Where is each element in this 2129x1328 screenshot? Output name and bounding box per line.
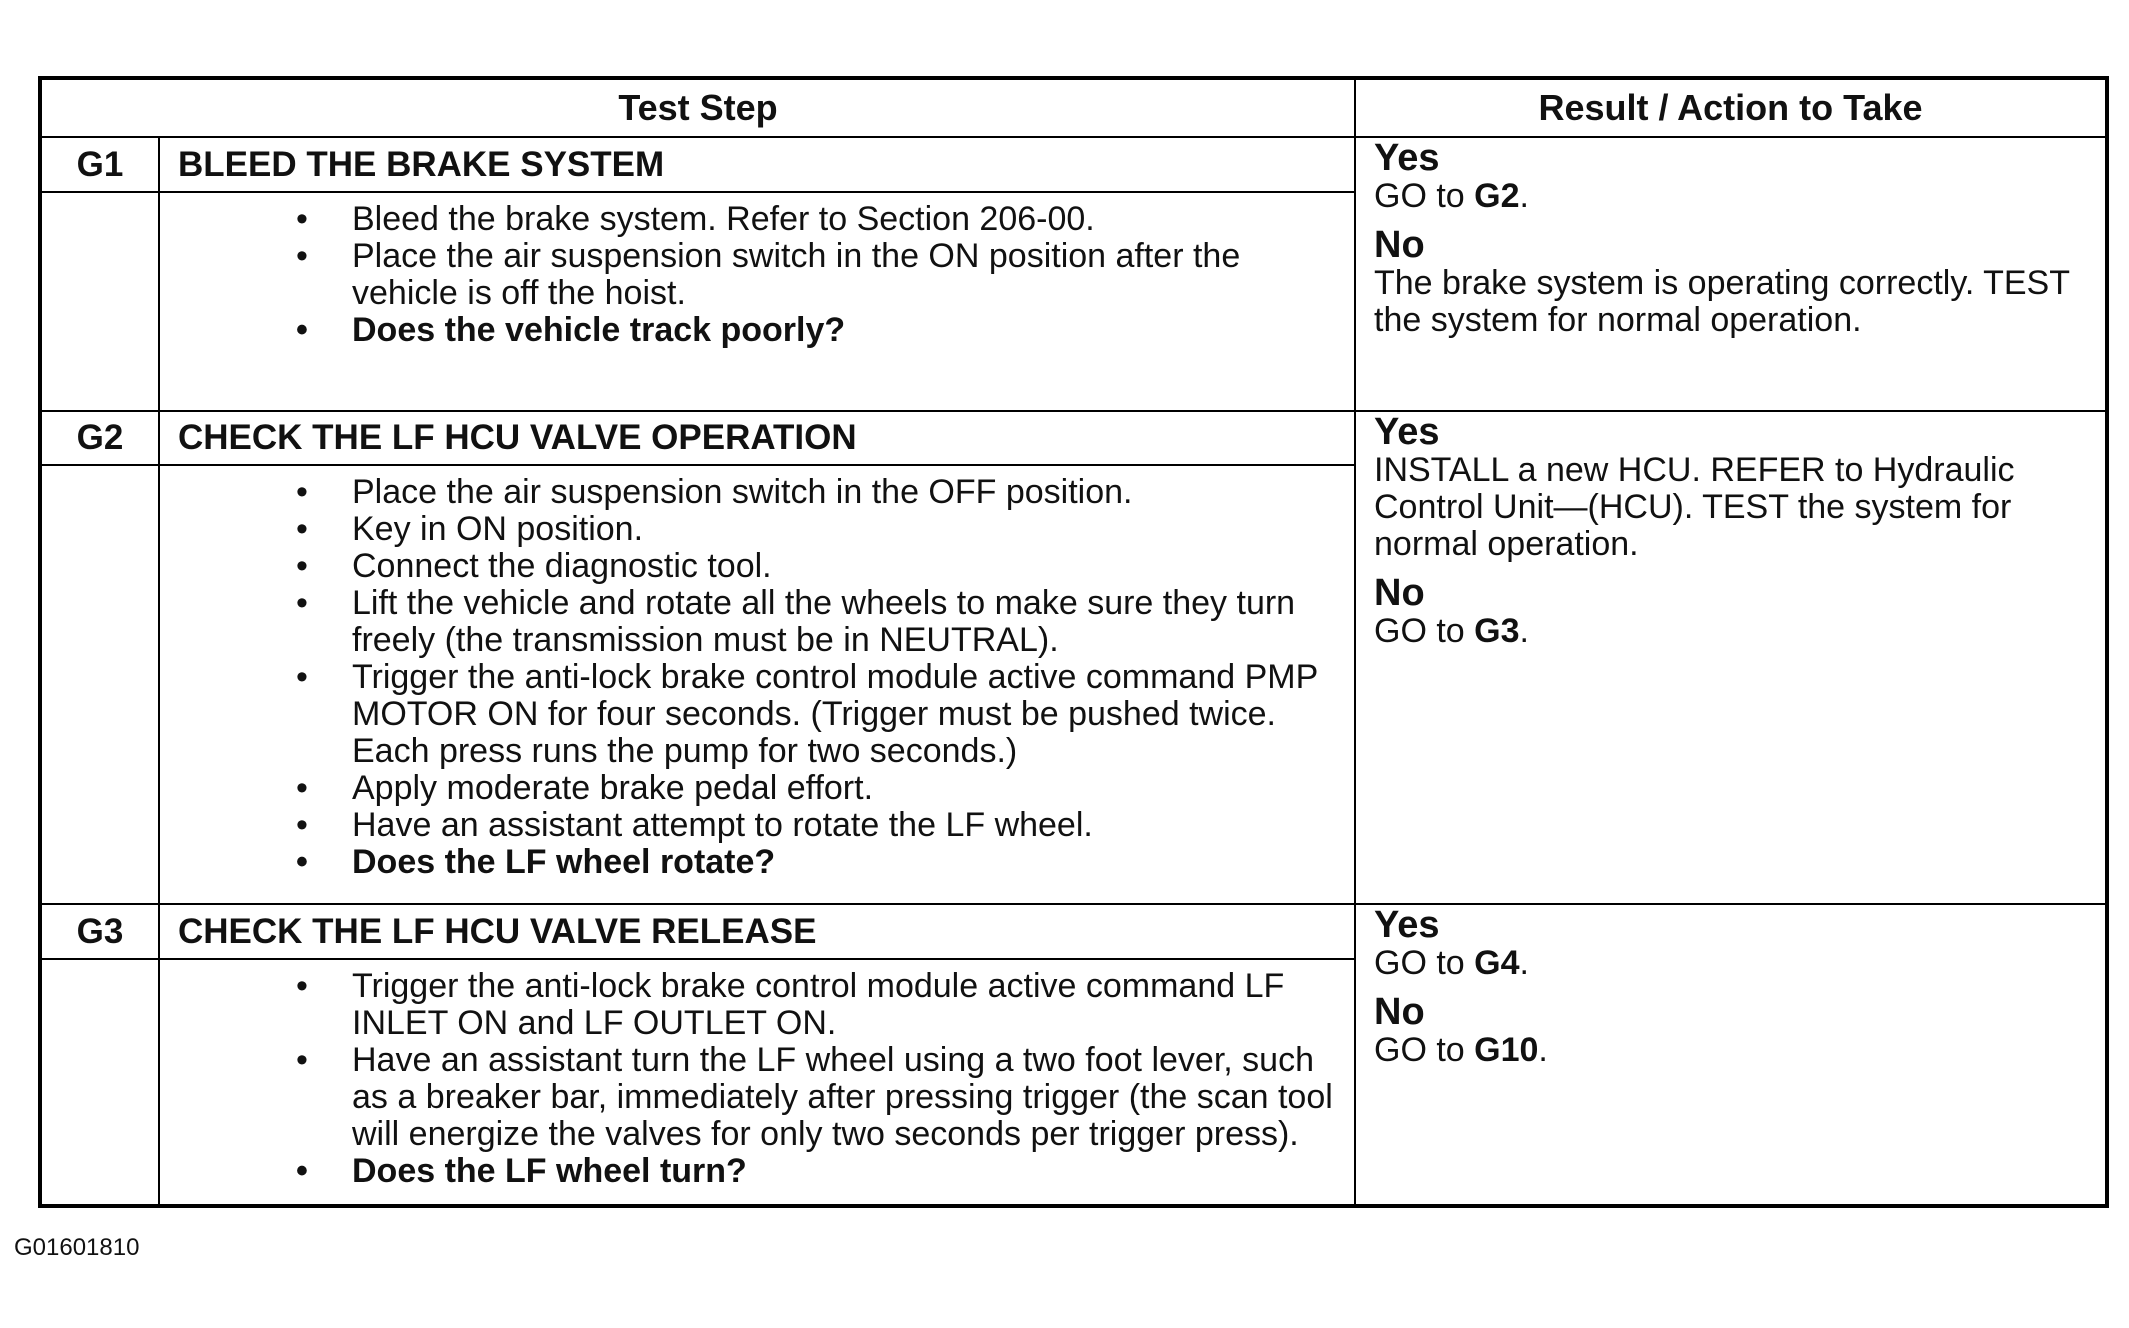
result-no [1374, 225, 2105, 339]
step-item: • Have an assistant turn the LF wheel using a two foot lever, such as a breaker bar, immediately after pressing trigger (the scan tool will energize the valves for only two seconds per trigger press). [352, 1042, 1340, 1153]
step-title: BLEED THE BRAKE SYSTEM [159, 137, 1355, 191]
result-yes-action: INSTALL a new HCU. REFER to Hydraulic Control Unit—(HCU). TEST the system for normal operation. [1374, 450, 2015, 563]
result-no [1374, 573, 2105, 650]
result-no-text [1374, 265, 2105, 339]
step-title-row-g3 [40, 904, 2107, 958]
step-instructions [159, 959, 1355, 1206]
result-yes-label: Yes [1374, 904, 1440, 947]
step-title-row-g1 [40, 137, 2107, 191]
result-no-action: GO to [1374, 611, 1475, 650]
step-id-spacer [40, 192, 159, 411]
steps-body [40, 137, 2107, 1206]
step-id-spacer [40, 959, 159, 1206]
result-no-action: The brake system is operating correctly. TEST the system for normal operation. [1374, 264, 2070, 340]
result-no-punct: . [1519, 611, 1529, 650]
result-yes-label: Yes [1374, 410, 1440, 453]
result-no-step-ref: G3 [1474, 611, 1520, 650]
step-result [1355, 137, 2107, 410]
result-no-action: GO to [1374, 1031, 1475, 1070]
step-item: • Have an assistant attempt to rotate the LF wheel. [352, 807, 1340, 844]
result-yes-action: GO to [1374, 944, 1475, 983]
result-yes-step-ref: G4 [1474, 944, 1520, 983]
header-result-action: Result / Action to Take [1355, 78, 2107, 137]
step-title-row-g2 [40, 411, 2107, 465]
result-yes-label: Yes [1374, 137, 1440, 180]
result-no-label: No [1374, 224, 1425, 267]
step-item: • Trigger the anti-lock brake control module active command LF INLET ON and LF OUTLET ON. [352, 968, 1340, 1042]
result-yes-step-ref: G2 [1474, 177, 1520, 216]
step-instructions [159, 465, 1355, 904]
result-yes [1374, 138, 2105, 215]
result-no-text [1374, 613, 2105, 650]
step-title: CHECK THE LF HCU VALVE OPERATION [159, 411, 1355, 465]
result-yes-text [1374, 452, 2105, 563]
step-id: G2 [40, 411, 159, 465]
step-id: G1 [40, 137, 159, 191]
step-title: CHECK THE LF HCU VALVE RELEASE [159, 904, 1355, 958]
step-id: G3 [40, 904, 159, 958]
result-no-label: No [1374, 571, 1425, 614]
step-result [1355, 411, 2107, 905]
result-no [1374, 992, 2105, 1069]
result-yes-text [1374, 178, 2105, 215]
result-yes-punct: . [1519, 944, 1529, 983]
step-question: • Does the LF wheel turn? [352, 1153, 1340, 1190]
step-item: • Connect the diagnostic tool. [352, 548, 1340, 585]
result-yes [1374, 905, 2105, 982]
step-item: • Place the air suspension switch in the OFF position. [352, 474, 1340, 511]
step-item: • Bleed the brake system. Refer to Section 206-00. [352, 201, 1340, 238]
step-item: • Apply moderate brake pedal effort. [352, 770, 1340, 807]
result-yes [1374, 412, 2105, 563]
step-question: • Does the vehicle track poorly? [352, 312, 1340, 349]
result-yes-action: GO to [1374, 177, 1475, 216]
step-instructions [159, 192, 1355, 411]
result-yes-punct: . [1519, 177, 1529, 216]
result-no-label: No [1374, 991, 1425, 1034]
diagnostic-test-table [38, 76, 2109, 1208]
result-no-text [1374, 1032, 2105, 1069]
result-no-step-ref: G10 [1474, 1031, 1539, 1070]
step-item: • Place the air suspension switch in the ON position after the vehicle is off the hoist. [352, 238, 1340, 312]
step-question: • Does the LF wheel rotate? [352, 844, 1340, 881]
result-yes-text [1374, 945, 2105, 982]
figure-id: G01601810 [14, 1234, 140, 1261]
step-item: • Key in ON position. [352, 511, 1340, 548]
result-no-punct: . [1538, 1031, 1548, 1070]
step-item: • Lift the vehicle and rotate all the wheels to make sure they turn freely (the transmission must be in NEUTRAL). [352, 585, 1340, 659]
step-id-spacer [40, 465, 159, 904]
step-item: • Trigger the anti-lock brake control module active command PMP MOTOR ON for four seconds. (Trigger must be pushed twice. Each press runs the pump for two seconds.) [352, 659, 1340, 770]
table-header-row [40, 78, 2107, 137]
step-result [1355, 904, 2107, 1206]
header-test-step: Test Step [40, 78, 1355, 137]
